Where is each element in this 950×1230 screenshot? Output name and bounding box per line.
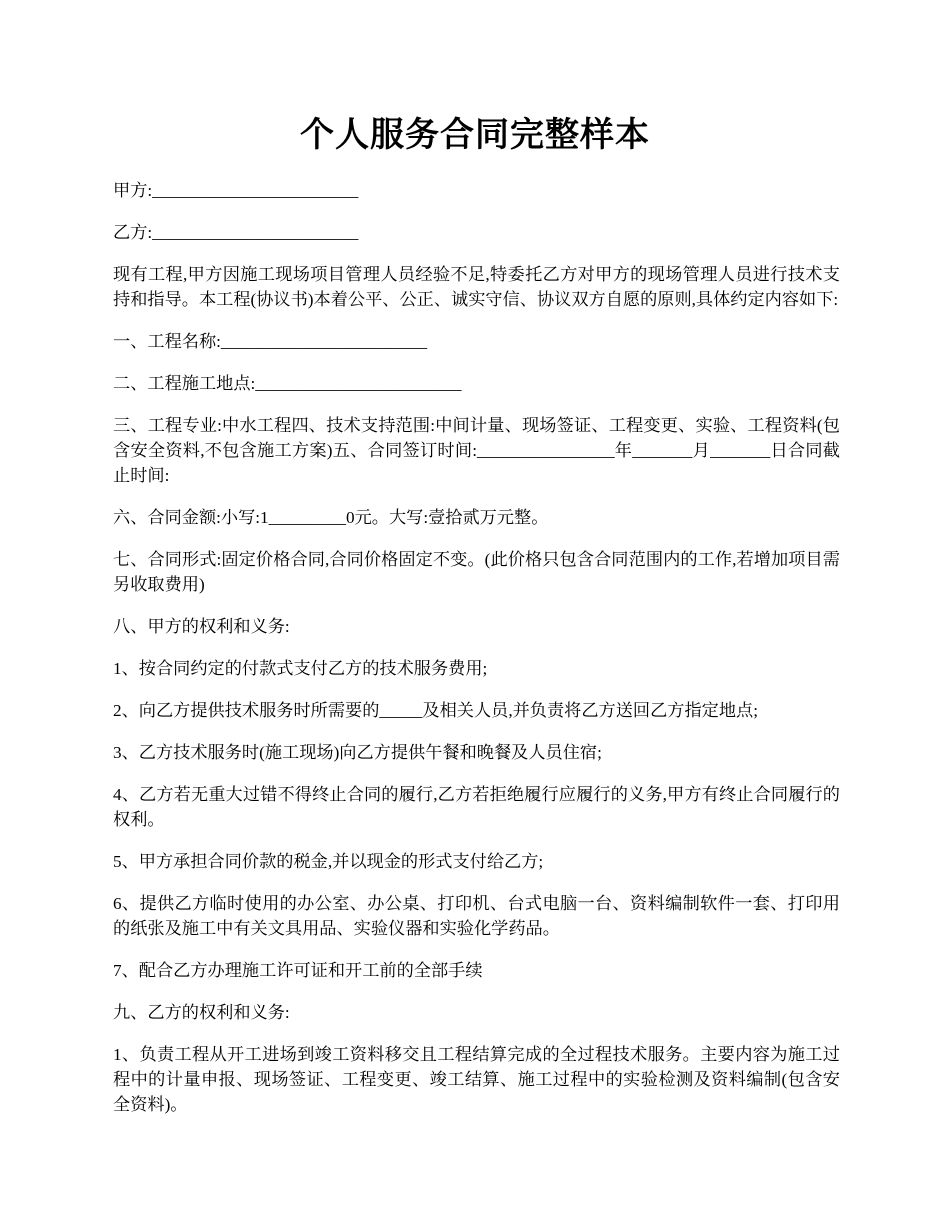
party-b-line: 乙方:________________________ [113,223,359,242]
section-party-b-rights: 九、乙方的权利和义务: [113,1003,290,1022]
party-a-item-5: 5、甲方承担合同价款的税金,并以现金的形式支付给乙方; [113,852,544,871]
clause-contract-form: 七、合同形式:固定价格合同,合同价格固定不变。(此价格只包含合同范围内的工作,若增加项目需另收取费用) [113,550,840,594]
party-a-item-2: 2、向乙方提供技术服务时所需要的_____及相关人员,并负责将乙方送回乙方指定地点; [113,701,759,720]
clause-project-location: 二、工程施工地点:________________________ [113,374,462,393]
clause-contract-amount: 六、合同金额:小写:1_________0元。大写:壹拾贰万元整。 [113,508,549,527]
section-party-a-rights: 八、甲方的权利和义务: [113,617,290,636]
document-title: 个人服务合同完整样本 [300,117,650,154]
party-a-item-6: 6、提供乙方临时使用的办公室、办公桌、打印机、台式电脑一台、资料编制软件一套、打印用的纸张及施工中有关文具用品、实验仪器和实验化学药品。 [113,894,840,938]
party-a-line: 甲方:________________________ [113,181,359,200]
clause-project-specialty: 三、工程专业:中水工程四、技术支持范围:中间计量、现场签证、工程变更、实验、工程资料(包含安全资料,不包含施工方案)五、合同签订时间:________________年_______月_______日合同截止时间: [113,416,840,485]
party-a-item-3: 3、乙方技术服务时(施工现场)向乙方提供午餐和晚餐及人员住宿; [113,743,602,762]
document-body [113,178,840,1134]
party-a-item-1: 1、按合同约定的付款式支付乙方的技术服务费用; [113,659,488,678]
clause-project-name: 一、工程名称:________________________ [113,332,428,351]
party-a-item-4: 4、乙方若无重大过错不得终止合同的履行,乙方若拒绝履行应履行的义务,甲方有终止合同履行的权利。 [113,785,840,829]
party-a-item-7: 7、配合乙方办理施工许可证和开工前的全部手续 [113,961,483,980]
party-b-item-1: 1、负责工程从开工进场到竣工资料移交且工程结算完成的全过程技术服务。主要内容为施工过程中的计量申报、现场签证、工程变更、竣工结算、施工过程中的实验检测及资料编制(包含安全资料)。 [113,1045,840,1114]
intro-paragraph: 现有工程,甲方因施工现场项目管理人员经验不足,特委托乙方对甲方的现场管理人员进行技术支持和指导。本工程(协议书)本着公平、公正、诚实守信、协议双方自愿的原则,具体约定内容如下: [113,265,840,309]
